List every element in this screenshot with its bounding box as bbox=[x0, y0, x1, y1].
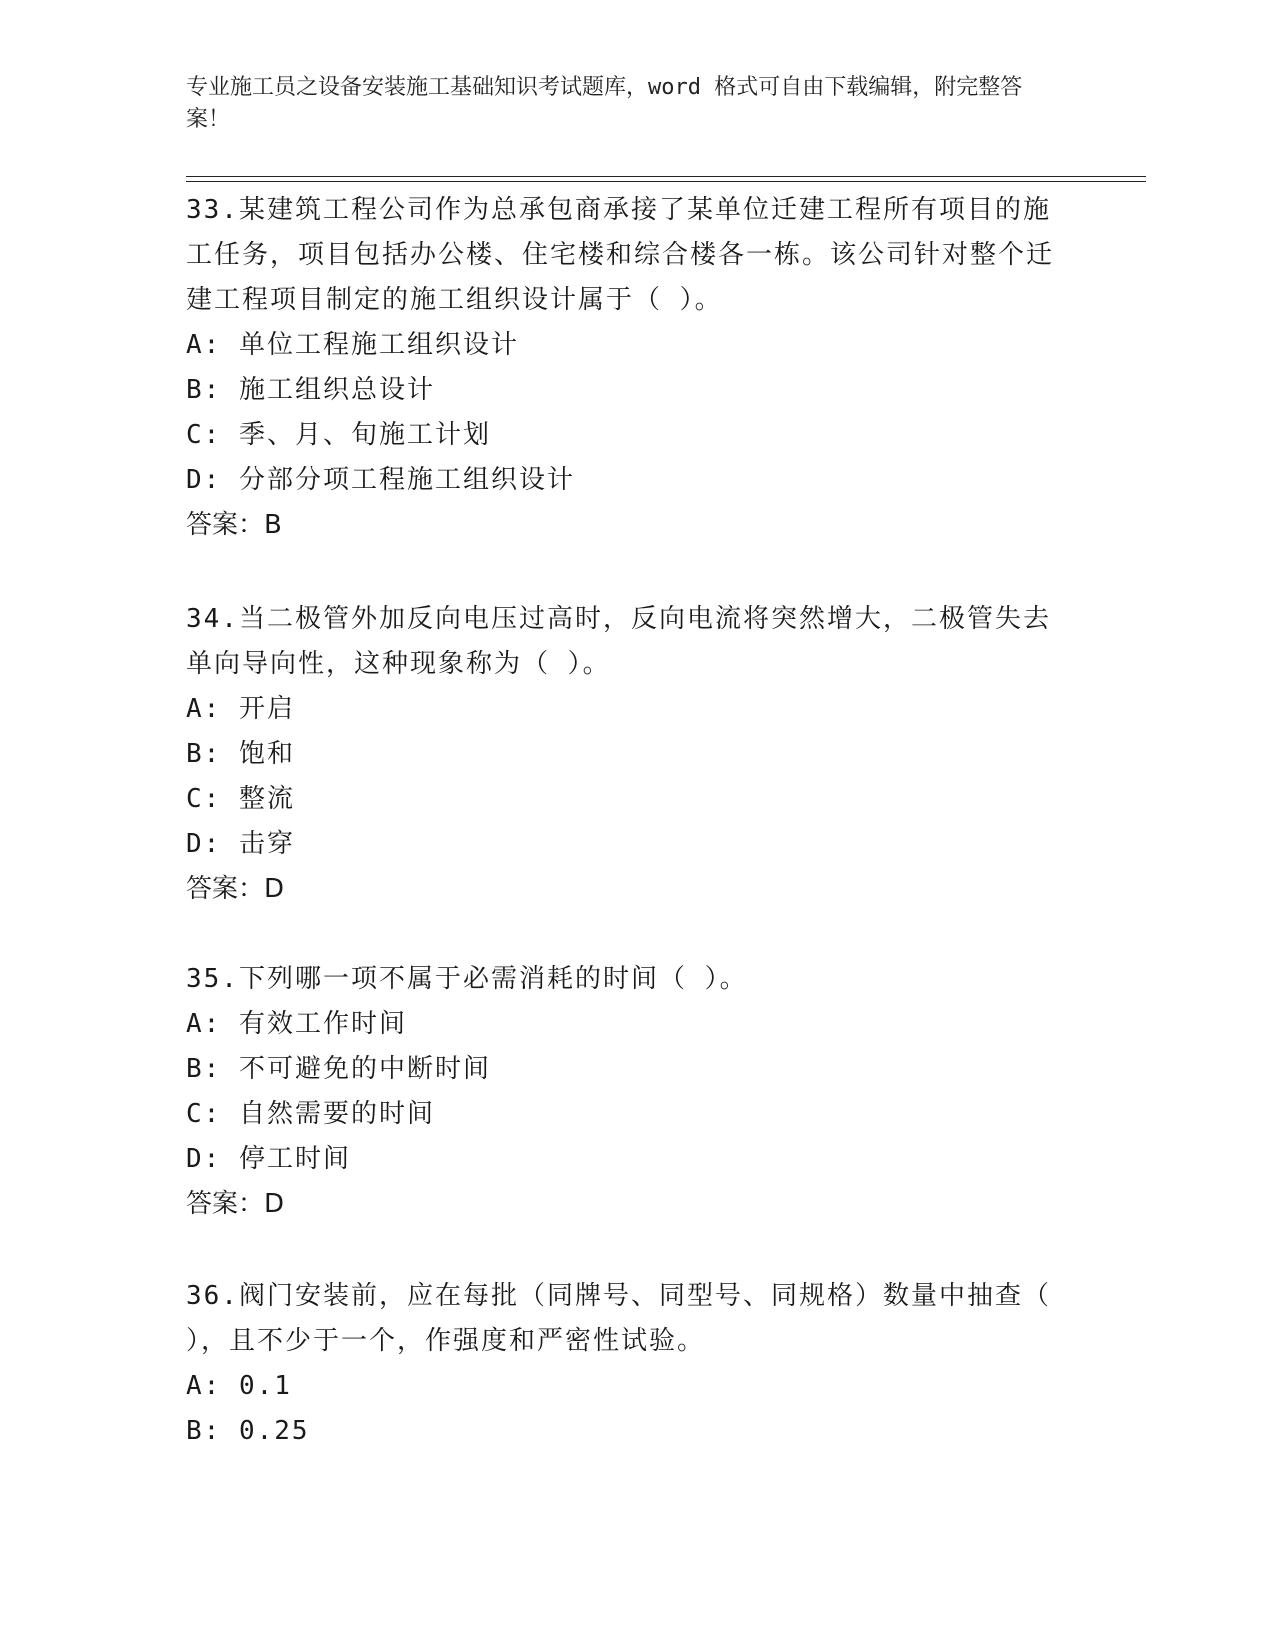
option-a: A: 单位工程施工组织设计 bbox=[186, 330, 519, 360]
option-b: B: 施工组织总设计 bbox=[186, 375, 435, 405]
option-d: D: 分部分项工程施工组织设计 bbox=[186, 465, 575, 495]
option-b: B: 0.25 bbox=[186, 1416, 310, 1446]
option-b: B: 饱和 bbox=[186, 739, 295, 769]
option-b: B: 不可避免的中断时间 bbox=[186, 1054, 491, 1084]
option-a: A: 0.1 bbox=[186, 1371, 292, 1401]
document-header: 专业施工员之设备安装施工基础知识考试题库，word 格式可自由下载编辑，附完整答案！ bbox=[186, 75, 1023, 132]
option-a: A: 开启 bbox=[186, 694, 295, 724]
question-stem: 35.下列哪一项不属于必需消耗的时间（ ）。 bbox=[186, 964, 748, 994]
question-35 bbox=[186, 957, 1066, 1227]
option-c: C: 整流 bbox=[186, 784, 295, 814]
question-34 bbox=[186, 597, 1066, 912]
header-rule-top bbox=[186, 176, 1146, 177]
answer: 答案：B bbox=[186, 510, 282, 540]
question-36 bbox=[186, 1274, 1066, 1454]
question-stem: 34.当二极管外加反向电压过高时，反向电流将突然增大，二极管失去单向导向性，这种现象称为（ ）。 bbox=[186, 604, 1051, 679]
question-33 bbox=[186, 188, 1066, 548]
option-a: A: 有效工作时间 bbox=[186, 1009, 407, 1039]
question-stem: 33.某建筑工程公司作为总承包商承接了某单位迁建工程所有项目的施工任务，项目包括办公楼、住宅楼和综合楼各一栋。该公司针对整个迁建工程项目制定的施工组织设计属于（ ）。 bbox=[186, 195, 1055, 315]
header-rule-bottom bbox=[186, 181, 1146, 182]
option-d: D: 击穿 bbox=[186, 829, 295, 859]
option-d: D: 停工时间 bbox=[186, 1144, 351, 1174]
option-c: C: 季、月、旬施工计划 bbox=[186, 420, 491, 450]
answer: 答案：D bbox=[186, 1189, 285, 1219]
question-stem: 36.阀门安装前，应在每批（同牌号、同型号、同规格）数量中抽查（ ），且不少于一个，作强度和严密性试验。 bbox=[186, 1281, 1051, 1356]
option-c: C: 自然需要的时间 bbox=[186, 1099, 435, 1129]
answer: 答案：D bbox=[186, 874, 285, 904]
